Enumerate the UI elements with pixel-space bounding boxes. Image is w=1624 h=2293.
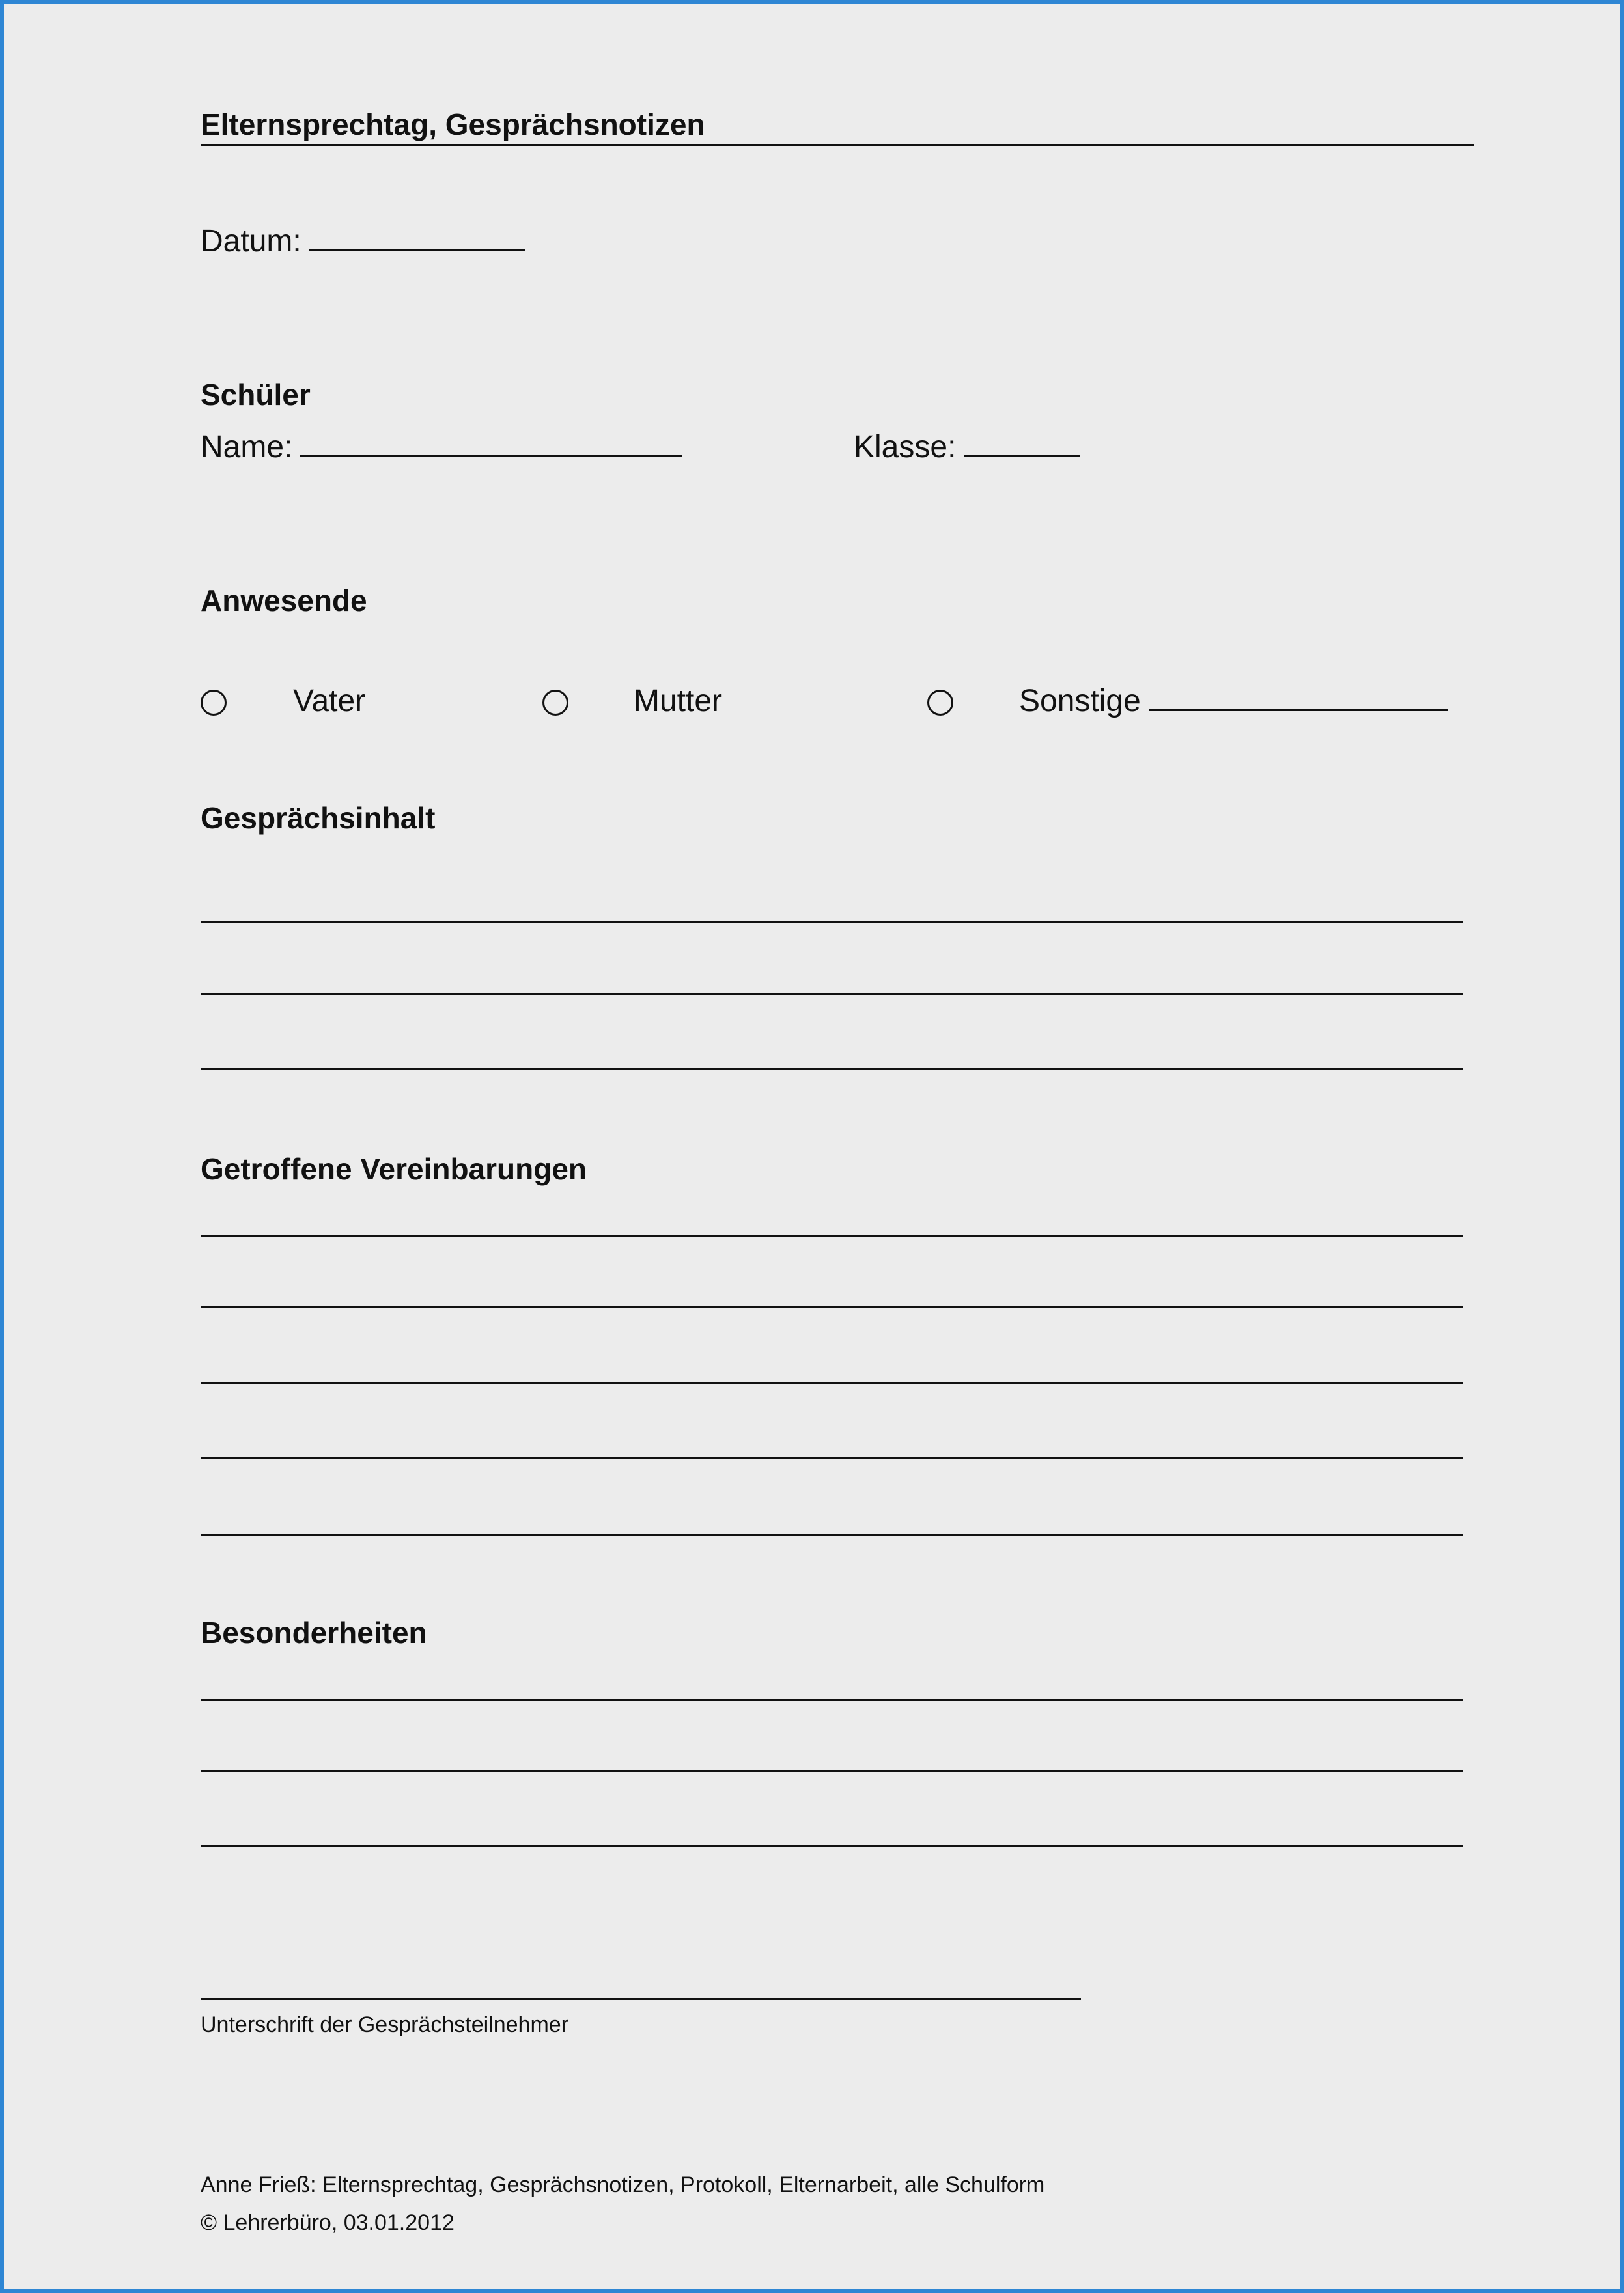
sonstige-row xyxy=(1019,683,1448,720)
name-field[interactable] xyxy=(300,429,682,457)
vereinbarungen-heading: Getroffene Vereinbarungen xyxy=(201,1152,587,1186)
gespraechsinhalt-line[interactable] xyxy=(201,993,1463,995)
gespraechsinhalt-line[interactable] xyxy=(201,1068,1463,1070)
document-title: Elternsprechtag, Gesprächsnotizen xyxy=(201,105,1474,146)
klasse-row xyxy=(854,429,1080,466)
schueler-heading: Schüler xyxy=(201,378,311,412)
option-mutter-label: Mutter xyxy=(634,684,723,718)
signature-label: Unterschrift der Gesprächsteilnehmer xyxy=(201,2012,569,2037)
option-sonstige-label: Sonstige xyxy=(1019,684,1141,718)
klasse-field[interactable] xyxy=(964,429,1080,457)
besonderheiten-line[interactable] xyxy=(201,1770,1463,1772)
radio-sonstige[interactable] xyxy=(927,690,953,716)
besonderheiten-heading: Besonderheiten xyxy=(201,1616,427,1650)
name-row xyxy=(201,429,682,466)
vereinbarungen-line[interactable] xyxy=(201,1235,1463,1237)
footer-source: Anne Frieß: Elternsprechtag, Gesprächsnotizen, Protokoll, Elternarbeit, alle Schulform xyxy=(201,2173,1045,2197)
besonderheiten-line[interactable] xyxy=(201,1699,1463,1701)
signature-line[interactable] xyxy=(201,1998,1081,2000)
besonderheiten-line[interactable] xyxy=(201,1845,1463,1847)
datum-label: Datum: xyxy=(201,224,301,259)
vereinbarungen-line[interactable] xyxy=(201,1457,1463,1459)
radio-vater[interactable] xyxy=(201,690,227,716)
radio-mutter[interactable] xyxy=(542,690,568,716)
vereinbarungen-line[interactable] xyxy=(201,1306,1463,1308)
datum-field[interactable] xyxy=(309,223,525,251)
footer-copyright: © Lehrerbüro, 03.01.2012 xyxy=(201,2210,455,2235)
gespraechsinhalt-heading: Gesprächsinhalt xyxy=(201,801,436,835)
vereinbarungen-line[interactable] xyxy=(201,1534,1463,1536)
datum-row xyxy=(201,223,525,260)
klasse-label: Klasse: xyxy=(854,430,957,464)
name-label: Name: xyxy=(201,430,293,464)
option-vater-label: Vater xyxy=(293,684,366,718)
anwesende-heading: Anwesende xyxy=(201,584,367,617)
vereinbarungen-line[interactable] xyxy=(201,1382,1463,1384)
sonstige-field[interactable] xyxy=(1149,683,1448,711)
gespraechsinhalt-line[interactable] xyxy=(201,921,1463,923)
